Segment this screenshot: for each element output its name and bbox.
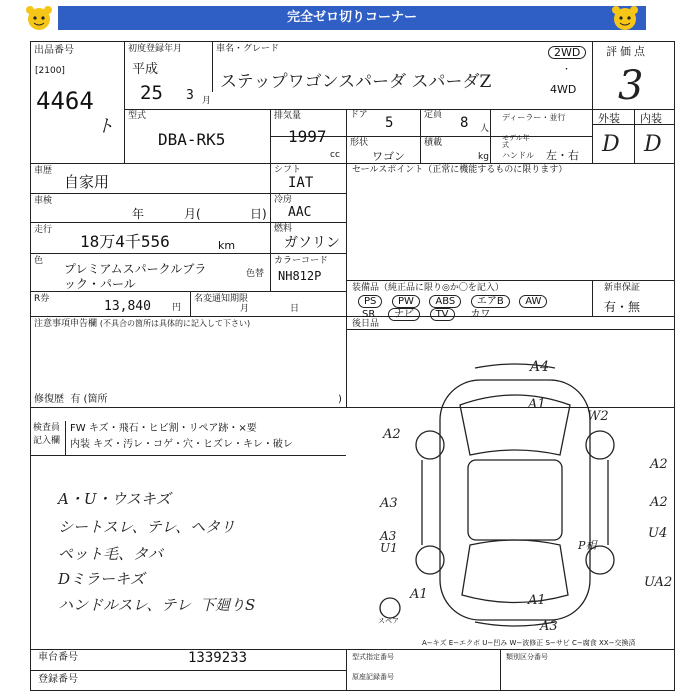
equip-abs: ABS: [429, 295, 461, 308]
equip-leather: カワ: [470, 309, 491, 320]
recycle-unit: 円: [172, 303, 182, 313]
history-value: 自家用: [64, 173, 110, 191]
equip-pw: PW: [392, 295, 420, 308]
name-label: 車名・グレード: [216, 44, 280, 54]
mileage-value: 18万4千556: [80, 232, 170, 251]
page-title: 完全ゼロ切りコーナー: [58, 6, 646, 30]
mark-a2-right-2: A2: [650, 495, 668, 510]
shape-label: 形状: [350, 138, 369, 148]
equipment-row-1: [358, 295, 547, 308]
check-row-1: FW キズ・飛石・ヒビ割・リペア跡・×要: [70, 423, 257, 434]
displacement-value: 1997: [288, 127, 327, 146]
inspection-day: 日): [250, 207, 267, 221]
shift-label: シフト: [274, 165, 302, 175]
mileage-label: 走行: [34, 225, 53, 235]
footer-l2: 類別区分番号: [506, 653, 548, 661]
equipment-label: 装備品（純正品に限り◎か〇を記入）: [352, 283, 504, 293]
mark-a1-mid: A1: [410, 587, 428, 602]
note-line-4: Dミラーキズ: [58, 570, 145, 588]
mark-ua2: UA2: [644, 575, 673, 590]
spare-label: スペア: [378, 617, 399, 625]
notice-label: 名変通知期限: [194, 294, 249, 304]
mark-a3-bottom: A3: [540, 619, 558, 634]
mark-a2-right-1: A2: [650, 457, 668, 472]
mark-a3-u1: A3 U1: [380, 529, 398, 555]
note-line-3: ペット毛、タバ: [58, 545, 163, 563]
registration-label: 登録番号: [38, 674, 78, 685]
model-year-label: モデル年式: [502, 134, 530, 149]
note-right: 下廻りS: [200, 596, 256, 614]
check-label-2: 記入欄: [33, 436, 61, 446]
drive-sep: ・: [562, 65, 572, 75]
chassis-value: 1339233: [188, 650, 248, 666]
equip-sr: SR: [362, 309, 376, 320]
recycle-value: 13,840: [104, 299, 151, 314]
inspection-label: 車検: [34, 196, 53, 206]
new-warranty-label: 新車保証: [604, 283, 641, 293]
equip-ps: PS: [358, 295, 382, 308]
inspection-year: 年: [132, 207, 145, 221]
notice-day: 日: [290, 304, 300, 314]
score-value: 3: [618, 63, 644, 109]
lot-number: 4464: [36, 87, 94, 115]
exterior-label: 外装: [598, 112, 620, 125]
mark-p: P相: [578, 539, 597, 552]
lot-label: 出品番号: [34, 45, 74, 56]
displacement-label: 排気量: [274, 111, 302, 121]
equipment-row-2: [362, 308, 490, 321]
lot-code: [2100]: [35, 66, 65, 76]
inspection-month: 月(: [184, 207, 201, 221]
shape-value: ワゴン: [372, 150, 405, 163]
equip-airbag: エアB: [471, 295, 510, 308]
check-row-2: 内装 キズ・汚レ・コゲ・穴・ヒズレ・キレ・破レ: [70, 439, 293, 450]
handle-label: ハンドル: [502, 151, 534, 160]
equip-aw: AW: [519, 295, 547, 308]
color-code-value: NH812P: [278, 269, 322, 283]
note-line-1: A・U・ウスキズ: [58, 490, 171, 508]
mark-a1-top: A1: [528, 397, 546, 412]
note-line-2: シートスレ、テレ、ヘタリ: [58, 518, 236, 536]
mark-a3-left-1: A3: [380, 496, 398, 511]
equip-tv: TV: [430, 308, 455, 321]
drive-4wd: 4WD: [550, 83, 577, 96]
damage-diagram: [360, 360, 673, 630]
mark-a2-left: A2: [383, 427, 401, 442]
drive-2wd: 2WD: [548, 46, 586, 59]
load-unit: kg: [478, 152, 489, 162]
rear-seat-label: 後日品: [352, 319, 380, 329]
color-code-label: カラーコード: [274, 256, 329, 266]
notice-month: 月: [240, 304, 250, 314]
aircon-value: AAC: [288, 205, 312, 220]
color-label: 色: [34, 256, 44, 266]
mascot-left: [24, 6, 54, 32]
sales-point-label: セールスポイント（正常に機能するものに限ります）: [352, 165, 568, 175]
footer-l3: 原座記録番号: [352, 673, 394, 681]
handle-value: 左・右: [546, 149, 579, 162]
repair-label: 修復歴 有 (箇所: [34, 394, 108, 405]
dealer-label: ディーラー・並行: [502, 113, 566, 122]
color-change-label: 色替: [246, 269, 265, 279]
first-reg-era: 平成: [132, 62, 159, 77]
damage-legend: A−キズ E−エクボ U−凹み W−波修正 S−サビ C−腐食 XX−交換済: [422, 639, 636, 647]
capacity-label: 定員: [424, 110, 443, 120]
recycle-label: R券: [34, 294, 50, 304]
interior-value: D: [644, 132, 662, 157]
first-reg-month: 3: [186, 88, 194, 103]
mascot-right: [610, 6, 640, 32]
notes-label: 注意事項申告欄 (不具合の箇所は具体的に記入して下さい): [34, 319, 251, 329]
name-value: ステップワゴンスパーダ スパーダZ: [220, 72, 492, 92]
doors-value: 5: [385, 115, 394, 131]
fuel-label: 燃料: [274, 224, 293, 234]
new-warranty-value: 有・無: [604, 300, 641, 314]
type-value: DBA-RK5: [158, 130, 226, 149]
equip-navi: ナビ: [388, 308, 420, 321]
repair-close: ): [338, 394, 342, 405]
first-reg-year: 25: [140, 82, 163, 104]
check-label-1: 検査員: [33, 423, 61, 433]
interior-label: 内装: [640, 112, 662, 125]
chassis-label: 車台番号: [38, 652, 78, 663]
mileage-unit: km: [218, 239, 236, 252]
note-line-5: ハンドルスレ、テレ: [58, 596, 192, 614]
color-value-2: ック・パール: [64, 277, 136, 291]
capacity-value: 8: [460, 115, 469, 131]
type-label: 型式: [128, 111, 147, 121]
fuel-value: ガソリン: [284, 235, 340, 251]
history-label: 車歴: [34, 166, 53, 176]
doors-label: ドア: [350, 110, 368, 120]
first-reg-label: 初度登録年月: [128, 44, 183, 54]
footer-l1: 型式指定番号: [352, 653, 394, 661]
mark-w2: W2: [587, 409, 609, 424]
displacement-unit: cc: [330, 150, 340, 160]
first-reg-month-unit: 月: [202, 96, 212, 106]
exterior-value: D: [602, 132, 620, 157]
tick-mark: ト: [96, 116, 114, 137]
shift-value: IAT: [288, 175, 314, 191]
mark-a1-bottom: A1: [528, 593, 546, 608]
mark-a4: A4: [530, 359, 550, 375]
color-value-1: プレミアムスパークルブラ: [64, 262, 207, 276]
mark-u4: U4: [648, 526, 668, 541]
aircon-label: 冷房: [274, 195, 293, 205]
capacity-unit: 人: [480, 124, 490, 134]
score-label: 評価点: [606, 45, 648, 58]
load-label: 積載: [424, 138, 443, 148]
